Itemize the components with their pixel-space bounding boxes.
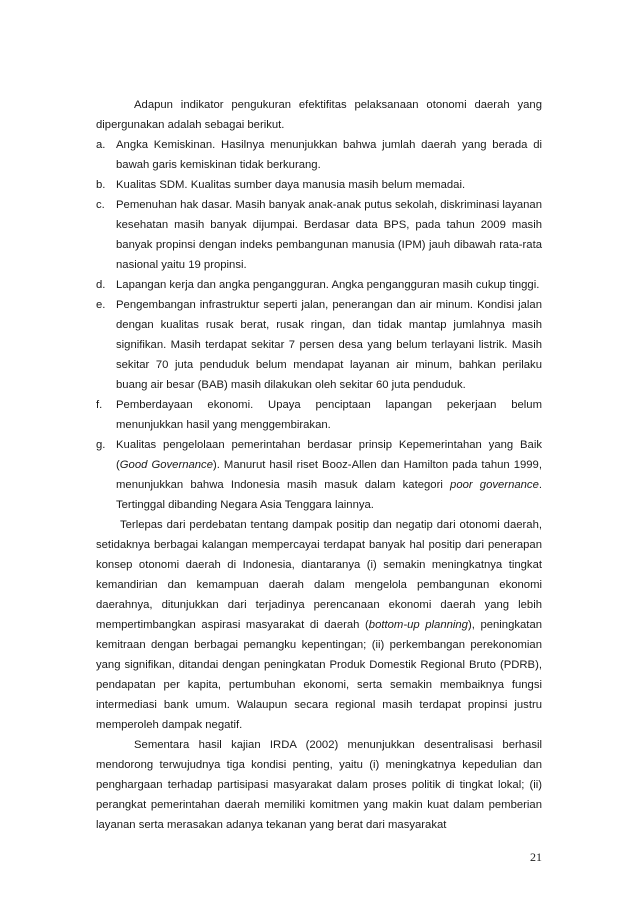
text-run: ), peningkatan kemitraan dengan berbagai pemangku kepentingan; (ii) perkembangan perekonomian yang signifikan, ditandai dengan peningkatan Produk Domestik Regional Bruto (PDRB), pendapatan per kapita, pertumbuhan ekonomi, serta semakin membaiknya fungsi intermediasi bank umum. Walaupun secara regional masih terdapat propinsi justru memperoleh dampak negatif. bbox=[96, 619, 543, 731]
text-run: ). Manurut hasil riset Booz-Allen dan Hamilton pada tahun 1999, menunjukkan bahwa Indonesia masih masuk dalam kategori bbox=[116, 459, 542, 491]
list-marker: f. bbox=[96, 399, 103, 411]
text-run: . Tertinggal dibanding Negara Asia Tenggara lainnya. bbox=[116, 479, 542, 511]
body-text bbox=[96, 95, 542, 835]
text-run: Angka Kemiskinan. Hasilnya menunjukkan bahwa jumlah daerah yang berada di bawah garis kemiskinan tidak berkurang. bbox=[116, 139, 542, 171]
list-item-text bbox=[116, 279, 539, 291]
list-item bbox=[96, 135, 542, 175]
indicator-list bbox=[96, 135, 542, 515]
list-item-text bbox=[116, 179, 465, 191]
list-item-text bbox=[116, 299, 542, 391]
list-item bbox=[96, 295, 542, 395]
list-item-text bbox=[116, 139, 542, 171]
intro-paragraph: Adapun indikator pengukuran efektifitas pelaksanaan otonomi daerah yang dipergunakan adalah sebagai berikut. bbox=[96, 99, 542, 131]
text-run: Pemenuhan hak dasar. Masih banyak anak-anak putus sekolah, diskriminasi layanan kesehatan masih banyak dijumpai. Berdasar data BPS, pada tahun 2009 masih banyak propinsi dengan indeks pembangunan manusia (IPM) jauh dibawah rata-rata nasional yaitu 19 propinsi. bbox=[116, 199, 542, 271]
list-marker: b. bbox=[96, 179, 106, 191]
list-item-text bbox=[116, 399, 542, 431]
text-run: Terlepas dari perdebatan tentang dampak positip dan negatip dari otonomi daerah, setidaknya berbagai kalangan mempercayai terdapat banyak hal positip dari penerapan konsep otonomi daerah di Indonesia, diantaranya (i) semakin meningkatnya tingkat kemandirian dan kemampuan daerah dalam mengelola pembangunan ekonomi daerahnya, ditunjukkan dari terjadinya perencanaan ekonomi daerah yang lebih mempertimbangkan aspirasi masyarakat di daerah ( bbox=[96, 519, 542, 631]
list-item bbox=[96, 435, 542, 515]
list-item-text bbox=[116, 439, 542, 511]
list-item bbox=[96, 395, 542, 435]
italic-term: poor governance bbox=[450, 479, 539, 491]
list-marker: d. bbox=[96, 279, 106, 291]
page-number: 21 bbox=[530, 850, 542, 864]
list-item bbox=[96, 275, 542, 295]
text-run: Kualitas pengelolaan pemerintahan berdasar prinsip Kepemerintahan yang Baik ( bbox=[116, 439, 542, 471]
list-marker: a. bbox=[96, 139, 106, 151]
italic-term: bottom-up planning bbox=[368, 619, 468, 631]
list-marker: c. bbox=[96, 199, 105, 211]
text-run: Lapangan kerja dan angka pengangguran. Angka pengangguran masih cukup tinggi. bbox=[116, 279, 540, 291]
italic-term: Good Governance bbox=[119, 459, 213, 471]
paragraph-kajian-irda: Sementara hasil kajian IRDA (2002) menunjukkan desentralisasi berhasil mendorong terwujudnya tiga kondisi penting, yaitu (i) meningkatnya kepedulian dan penghargaan terhadap partisipasi masyarakat dalam proses politik di tingkat lokal; (ii) perangkat pemerintahan daerah memiliki komitmen yang makin kuat dalam pemberian layanan serta merasakan adanya tekanan yang berat dari masyarakat bbox=[96, 739, 542, 831]
list-item bbox=[96, 175, 542, 195]
list-marker: e. bbox=[96, 299, 106, 311]
text-run: Pemberdayaan ekonomi. Upaya penciptaan lapangan pekerjaan belum menunjukkan hasil yang menggembirakan. bbox=[116, 399, 542, 431]
list-item bbox=[96, 195, 542, 275]
text-run: Kualitas SDM. Kualitas sumber daya manusia masih belum memadai. bbox=[116, 179, 466, 191]
paragraph-dampak-positip bbox=[96, 515, 542, 735]
list-item-text bbox=[116, 199, 542, 271]
list-marker: g. bbox=[96, 439, 106, 451]
text-run: Pengembangan infrastruktur seperti jalan, penerangan dan air minum. Kondisi jalan dengan kualitas rusak berat, rusak ringan, dan tidak mantap jumlahnya masih signifikan. Masih terdapat sekitar 7 persen desa yang belum terlayani listrik. Masih sekitar 70 juta penduduk belum mendapat layanan air minum, bahkan perilaku buang air besar (BAB) masih dilakukan oleh sekitar 60 juta penduduk. bbox=[116, 299, 542, 391]
